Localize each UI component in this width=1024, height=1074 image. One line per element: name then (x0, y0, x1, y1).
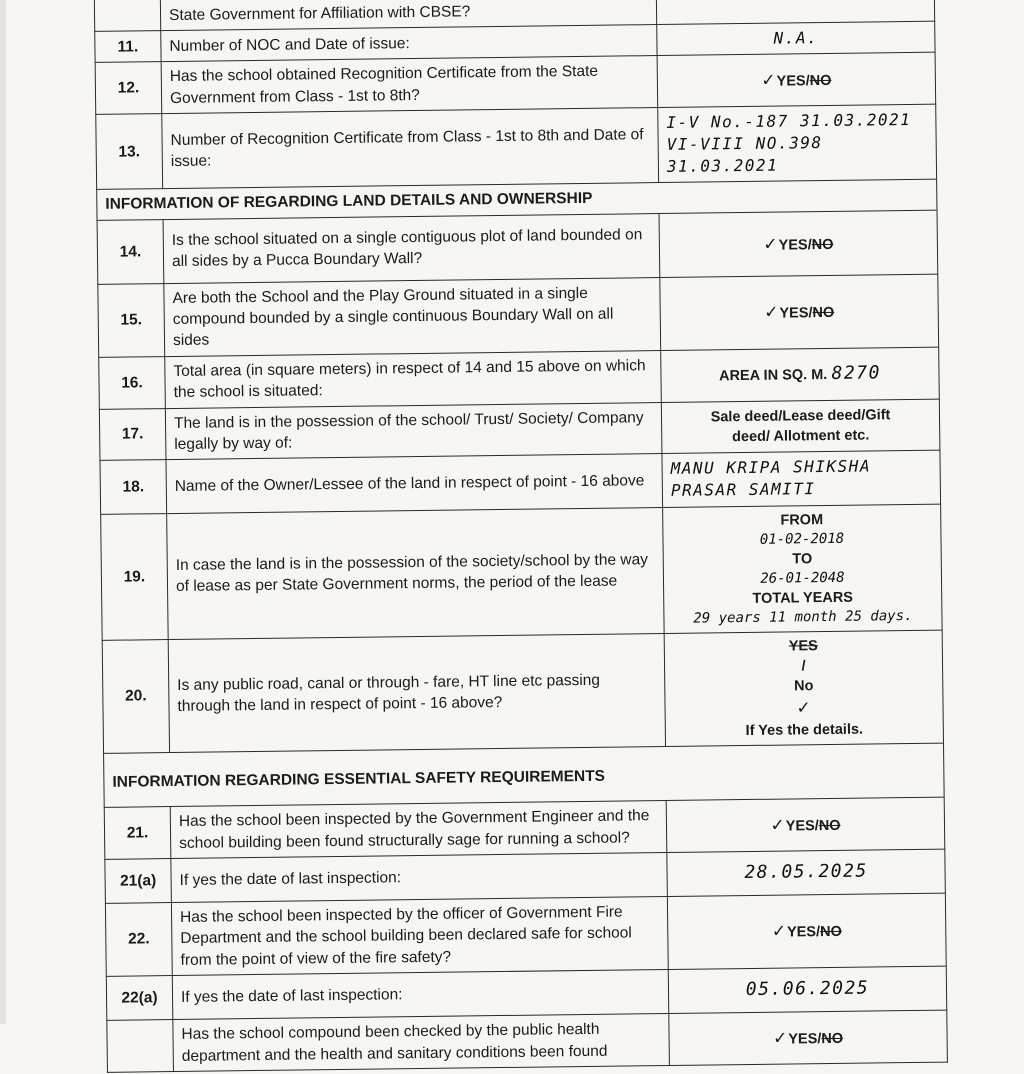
area-label: AREA IN SQ. M. (718, 366, 828, 385)
inspection-date: 28.05.2025 (744, 860, 868, 884)
checkmark-icon: ✓ (770, 815, 785, 835)
yes-option: YES (788, 1030, 818, 1048)
checkmark-icon: ✓ (764, 302, 779, 322)
row-number (94, 0, 161, 31)
row-number: 19. (101, 513, 169, 641)
row-answer (660, 274, 939, 351)
row-answer (666, 797, 945, 852)
row-question: Are both the School and the Play Ground situated in a single compound bounded by a single continuous Boundary Wall on all sides (164, 277, 661, 356)
row-answer (664, 631, 943, 747)
option-separator: / (805, 73, 810, 90)
checkmark-icon: ✓ (763, 234, 778, 254)
row-number: 20. (102, 640, 169, 753)
handwritten-answer: PRASAR SAMITI (670, 479, 816, 501)
row-question: Name of the Owner/Lessee of the land in respect of point - 16 above (166, 454, 663, 513)
handwritten-answer: VI-VIII NO.398 31.03.2021 (666, 133, 823, 177)
checkmark-icon: ✓ (761, 70, 776, 90)
option-separator: / (814, 818, 819, 835)
possession-options-line2: deed/ Allotment etc. (732, 427, 870, 446)
no-option: NO (818, 817, 841, 835)
total-years-value: 29 years 11 month 25 days. (693, 608, 913, 627)
row-number: 21. (104, 807, 171, 860)
option-separator: / (815, 924, 821, 941)
row-number: 12. (95, 62, 162, 115)
row-question: Has the school obtained Recognition Certificate from the State Government from Class - 1st to 8th? (161, 56, 658, 114)
lease-from-date: 01-02-2018 (759, 530, 845, 548)
section-heading-safety: INFORMATION REGARDING ESSENTIAL SAFETY REQUIREMENTS (104, 743, 945, 808)
no-option: NO (809, 72, 832, 90)
row-question: Has the school been inspected by the officer of Government Fire Department and the school building been declared safe for school from the point of view of the fire safety? (171, 897, 668, 976)
checkmark-icon: ✓ (771, 921, 787, 942)
row-question: Is the school situated on a single contiguous plot of land bounded on all sides by a Pucca Boundary Wall? (163, 213, 660, 283)
row-number: 18. (100, 460, 167, 514)
table-row (101, 504, 942, 641)
row-question: Has the school compound been checked by the public health department and the health and sanitary conditions been found (173, 1014, 670, 1072)
area-value: 8270 (831, 362, 882, 384)
row-number: 15. (98, 283, 165, 357)
row-answer (662, 450, 941, 507)
row-number (107, 1020, 174, 1073)
table-row (97, 210, 938, 284)
row-number: 21(a) (105, 859, 172, 904)
row-answer (669, 1010, 948, 1065)
yes-option: YES (779, 305, 809, 322)
option-separator: / (807, 236, 812, 253)
yes-option: YES (778, 236, 808, 254)
no-option: NO (819, 924, 842, 941)
row-answer (661, 399, 940, 454)
yes-option: YES (776, 73, 806, 90)
option-separator: / (817, 1030, 822, 1047)
row-answer (658, 104, 937, 183)
row-answer (657, 21, 935, 56)
row-question: Number of Recognition Certificate from Class - 1st to 8th and Date of issue: (162, 108, 659, 189)
table-row (102, 631, 943, 754)
row-answer (667, 893, 946, 970)
lease-to-date: 26-01-2048 (760, 569, 845, 587)
row-answer (668, 966, 947, 1013)
row-answer (657, 53, 936, 108)
affiliation-form-table (94, 0, 948, 1073)
row-answer (659, 210, 938, 277)
section-heading-land: INFORMATION OF REGARDING LAND DETAILS AND OWNERSHIP (97, 180, 937, 221)
row-number: 13. (96, 114, 163, 190)
row-question: State Government for Affiliation with CBSE? (160, 0, 657, 31)
row-number: 11. (95, 31, 161, 63)
option-separator: / (808, 305, 813, 322)
yes-option: YES (785, 818, 815, 835)
row-number: 14. (97, 219, 164, 284)
table-row (98, 274, 939, 357)
no-option: No (794, 678, 814, 695)
row-answer (661, 347, 940, 402)
handwritten-answer: MANU KRIPA SHIKSHA (670, 456, 872, 479)
row-number: 22(a) (106, 976, 173, 1021)
row-question: Has the school been inspected by the Government Engineer and the school building been found structurally sage for running a school? (170, 801, 667, 859)
row-number: 22. (105, 903, 172, 977)
table-row (96, 104, 937, 189)
table-row (107, 1010, 948, 1072)
handwritten-answer: N.A. (773, 28, 819, 48)
no-option: NO (821, 1030, 844, 1047)
row-question: Is any public road, canal or through - fare, HT line etc passing through the land in respect of point - 16 above? (168, 634, 665, 753)
row-question: In case the land is in the possession of the society/school by the way of lease as per State Government norms, the period of the lease (167, 507, 665, 640)
handwritten-answer: I-V No.-187 31.03.2021 (666, 110, 912, 133)
inspection-date: 05.06.2025 (745, 977, 870, 1001)
possession-options-line1: Sale deed/Lease deed/Gift (710, 407, 891, 426)
row-number: 16. (99, 356, 166, 409)
row-answer (667, 849, 946, 896)
details-note: If Yes the details. (745, 721, 864, 739)
lease-from-label: FROM (780, 511, 824, 529)
yes-option: YES (788, 638, 818, 655)
option-separator: / (801, 658, 806, 675)
table-row (105, 893, 946, 976)
checkmark-icon: ✓ (796, 698, 811, 718)
checkmark-icon: ✓ (772, 1028, 788, 1048)
row-question: Number of NOC and Date of issue: (161, 25, 657, 62)
lease-to-label: TO (792, 551, 813, 568)
row-question: If yes the date of last inspection: (171, 853, 668, 903)
row-question: The land is in the possession of the school/ Trust/ Society/ Company legally by way of: (165, 402, 662, 460)
row-question: Total area (in square meters) in respect of 14 and 15 above on which the school is situated: (165, 350, 662, 408)
row-answer (663, 504, 943, 634)
total-years-label: TOTAL YEARS (752, 589, 854, 608)
yes-option: YES (786, 924, 817, 941)
row-question: If yes the date of last inspection: (172, 970, 669, 1020)
row-number: 17. (99, 408, 166, 461)
no-option: NO (811, 236, 834, 253)
no-option: NO (812, 304, 835, 322)
